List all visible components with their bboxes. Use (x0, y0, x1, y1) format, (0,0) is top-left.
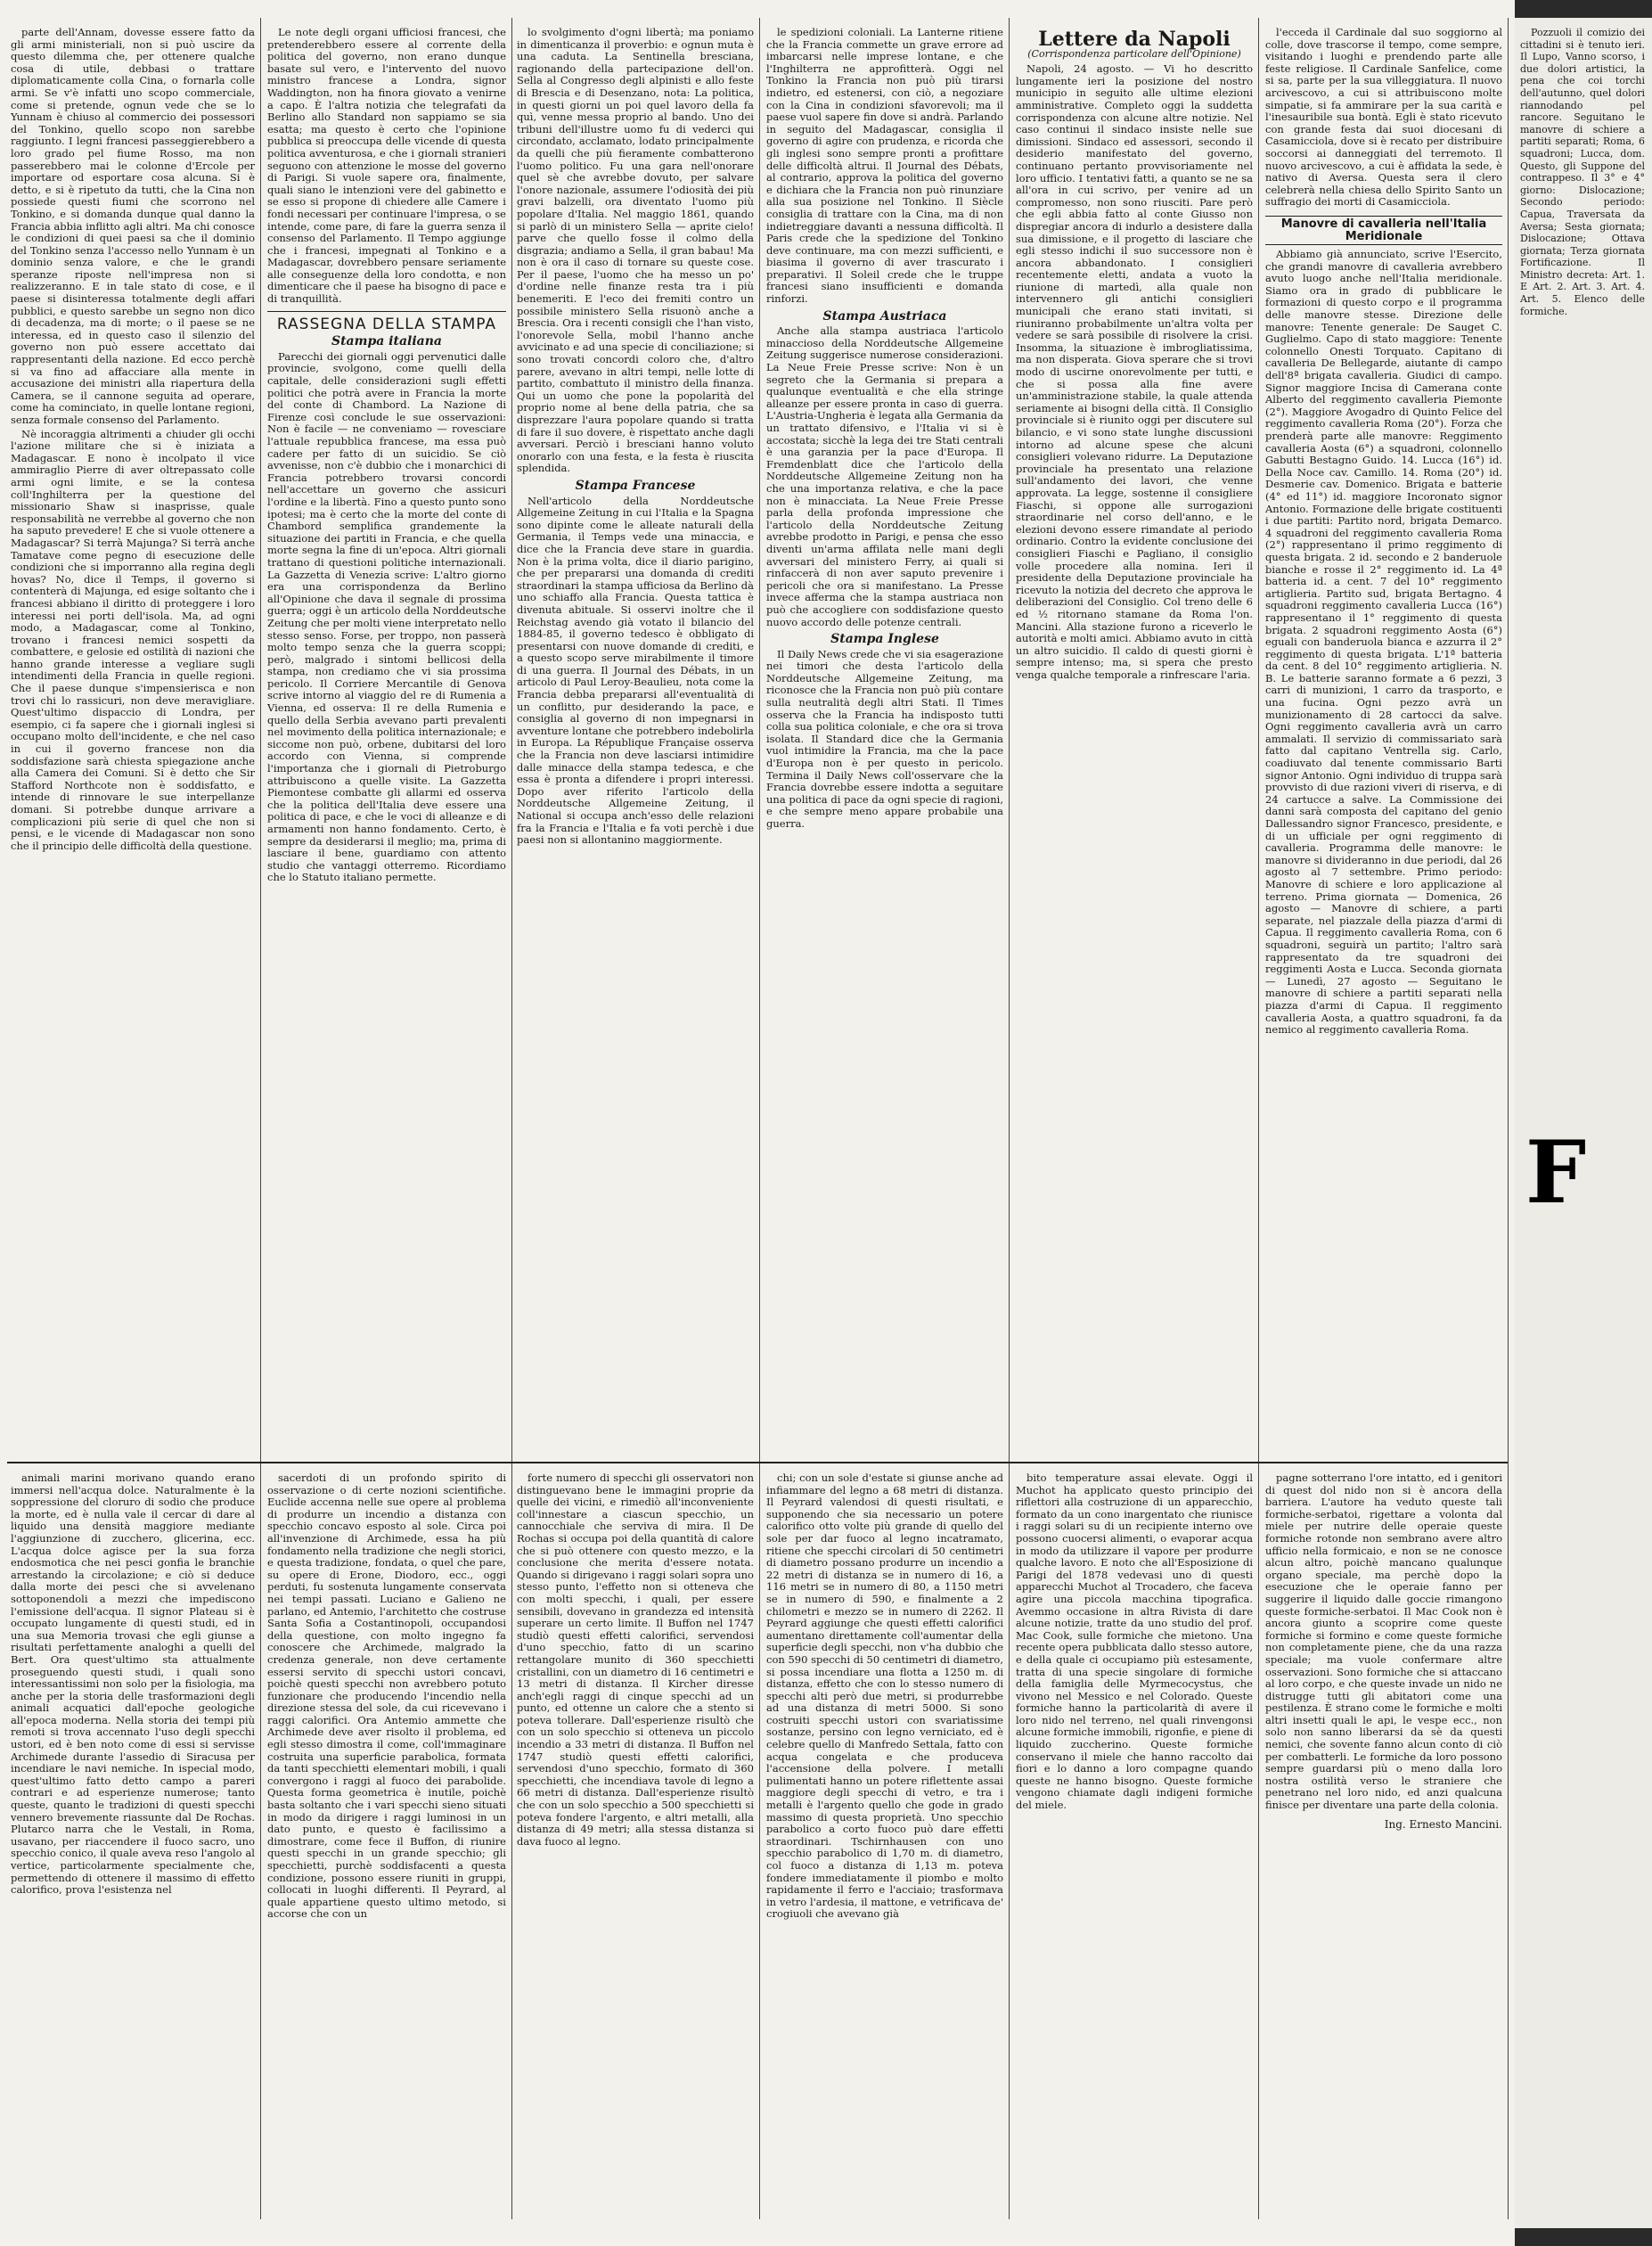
article-text: Le note degli organi ufficiosi francesi, che pretenderebbero essere al corrente della politica del governo, non erano dunque basate sul vero, e l'intervento del nuovo ministro francese a Londra, signor Waddington, non ha finora giovato a venirne a capo. È l'altra notizia che telegrafati da Berlino allo Standard non sappiamo se sia esatta; ma questo è certo che l'opinione pubblica si preoccupa delle vicende di questa politica avventurosa, e che i giornali stranieri seguono con attenzione le mosse del governo di Parigi. Si vuole sapere ora, finalmente, quali siano le intenzioni vere del gabinetto e se esso si propone di chiedere alle Camere i fondi necessari per continuare l'impresa, o se intende, come pare, di fare la guerra senza il consenso del Parlamento. Il Tempo aggiunge che i francesi, impegnati al Tonkino e a Madagascar, dovrebbero pensare seriamente alle conseguenze della loro condotta, e non dimenticare che il paese ha bisogno di pace e di tranquillità. (267, 27, 506, 306)
heading-rule (267, 311, 506, 312)
article-text: l'ecceda il Cardinale dal suo soggiorno al colle, dove trascorse il tempo, come sempre, visitando i luoghi e prendendo parte alle feste religiose. Il Cardinale Sanfelice, come si sa, parte per la sua villeggiatura. Il nuovo arcivescovo, a cui si attribuiscono molte simpatie, si fa ammirare per la sua carità e l'inesauribile sua bontà. Egli è stato ricevuto con grande festa dai suoi diocesani di Casamicciola, dove si è recato per distribuire soccorsi ai danneggiati del terremoto. Il nuovo arcivescovo, a cui è affidata la sede, è nativo di Aversa. Questa sera il clero celebrerà nella chiesa dello Spirito Santo un suffragio dei morti di Casamicciola. (1265, 27, 1502, 209)
article-text: Nè incoraggia altrimenti a chiuder gli occhi l'azione militare che si è iniziata a Madagascar. E nono è incolpato il vice ammiraglio Pierre di aver oltrepassato colle armi ogni limite, e se la contesa coll'Inghilterra per la questione del missionario Shaw si inasprisse, quale responsabilità ne verrebbe al governo che non ha saputo prevedere! E che si vuole ottenere a Madagascar? Si terrà Majunga? Si terrà anche Tamatave come pegno di esecuzione delle condizioni che si imporranno alla regina degli hovas? No, dice il Temps, il governo si contenterà di Majunga, ed esige soltanto che i francesi abbiano il diritto di proteggere i loro interessi nei porti dell'isola. Ma, ad ogni modo, a Madagascar, come al Tonkino, trovano i francesi nemici sospetti da combattere, e gelosie ed ostilità di nazioni che hanno grande interesse a vegliare sugli intendimenti della Francia in quelle regioni. Che il paese dunque s'impensierisca e non trovi chi lo rassicuri, non deve meravigliare. Quest'ultimo dispaccio di Londra, per esempio, ci fa sapere che i giornali inglesi si occupano molto dell'incidente, e che nel caso in cui il governo francese non dia soddisfazione sarà chiesta spiegazione anche alla Camera dei Comuni. Si è detto che Sir Stafford Northcote non è soddisfatto, e intende di rinnovare le sue interpellanze domani. Si potrebbe dunque arrivare a complicazioni più serie di quel che non si pensi, e le vicende di Madagascar non sono che il principio delle difficoltà della questione. (11, 427, 255, 852)
top-column-3 (517, 27, 754, 1453)
author-signature: Ing. Ernesto Mancini. (1384, 1817, 1502, 1831)
article-text: Napoli, 24 agosto. — Vi ho descritto lungamente ieri la posizione del nostro municipio in seguito alle ultime elezioni amministrative. Completo oggi la suddetta corrispondenza con alcune altre notizie. Nel caso continui il sindaco insiste nelle sue dimissioni. Sindaco ed assessori, secondo il desiderio manifestato del governo, continuano pertanto provvisoriamente nel loro ufficio. I tentativi fatti, a quanto se ne sa all'ora in cui scrivo, per venire ad un compromesso, non sono riusciti. Pare però che egli abbia fatto al conte Giusso non dispregiar ancora di indurlo a desistere dalla sua dimissione, e il progetto di lasciare che egli stesso indichi il suo successore non è ancora abbandonato. I consiglieri recentemente eletti, andata a vuoto la riunione di martedì, alla quale non intervennero gli antichi consiglieri municipali che erano stati invitati, si riuniranno probabilmente un'altra volta per vedere se sarà possibile di risolvere la crisi. Insomma, la situazione è imbrogliatissima, ma non disperata. Giova sperare che si trovi modo di uscirne onorevolmente per tutti, e che si possa alla fine avere un'amministrazione stabile, la quale attenda seriamente ai bisogni della città. Il Consiglio provinciale si è riunito oggi per discutere sul bilancio, e vi sono state lunghe discussioni intorno ad alcune spese che alcuni consiglieri volevano ridurre. La Deputazione provinciale ha presentato una relazione sull'andamento dei lavori, che venne approvata. La legge, sostenne il consigliere Fiaschi, si oppone alle surrogazioni straordinarie nel corso dell'anno, e le elezioni devono essere rimandate al periodo ordinario. Contro la evidente conclusione dei consiglieri Fiaschi e Pagliano, il consiglio volle procedere alla nomina. Ieri il presidente della Deputazione provinciale ha ricevuto la notizia del decreto che approva le deliberazioni del Consiglio. Col treno delle 6 ed ½ ritornano stamane da Roma l'on. Mancini. Alla stazione furono a riceverlo le autorità e molti amici. Abbiamo avuto in città un altro suicidio. Il caldo di questi giorni è sempre intenso; ma, si spera che presto venga qualche temporale a rinfrescare l'aria. (1016, 62, 1253, 681)
stampa-inglese-heading: Stampa Inglese (830, 632, 939, 647)
stampa-austriaca-heading: Stampa Austriaca (822, 308, 947, 324)
article-text: Il Daily News crede che vi sia esagerazione nei timori che desta l'articolo della Norddeutsche Allgemeine Zeitung, ma riconosce che la Francia non può più contare sulla neutralità degli altri Stati. Il Times osserva che la Francia ha indisposto tutti colla sua politica coloniale, e che ora si trova isolata. Il Standard dice che la Germania vuol intimidire la Francia, ma che la pace d'Europa non è per questo in pericolo. Termina il Daily News coll'osservare che la Francia dovrebbe essere indotta a seguitare una politica di pace da ogni specie di ragioni, e che sempre meno appare probabile una guerra. (766, 647, 1003, 830)
sliver-drop-letter: F (1525, 1122, 1587, 1223)
bottom-column-6 (1265, 1472, 1502, 2221)
article-text: Nell'articolo della Norddeutsche Allgemeine Zeitung in cui l'Italia e la Spagna sono dipinte come le alleate naturali della Germania, il Temps vede una minaccia, e dice che la Francia deve stare in guardia. Non è la prima volta, dice il diario parigino, che per prepararsi una domanda di crediti straordinari la stampa ufficiosa da Berlino dà uno schiaffo alla Francia. Questa tattica è divenuta abituale. Si osservi inoltre che il Reichstag avendo già votato il bilancio del 1884-85, il governo tedesco è obbligato di presentarsi con nuove domande di crediti, e a questo scopo serve mirabilmente il timore di una guerra. Il Journal des Débats, in un articolo di Paul Leroy-Beaulieu, nota come la Francia debba prepararsi all'eventualità di un conflitto, pur desiderando la pace, e consiglia al governo di non impegnarsi in avventure lontane che potrebbero indebolirla in Europa. La République Française osserva che la Francia non deve lasciarsi intimidire dalle minacce della stampa tedesca, e che essa è pronta a difendere i propri interessi. Dopo aver riferito l'articolo della Norddeutsche Allgemeine Zeitung, il National si occupa anch'esso delle relazioni fra la Francia e l'Italia e fa voti perchè i due paesi non si allontanino maggiormente. (517, 494, 754, 847)
article-text: le spedizioni coloniali. La Lanterne ritiene che la Francia commette un grave errore ad imbarcarsi nelle imprese lontane, e che l'Inghilterra ne approfitterà. Oggi nel Tonkino la Francia non può più tirarsi indietro, ed estenersi, con ciò, a negoziare con la Cina in condizioni sfavorevoli; ma il paese vuol sapere fin dove si andrà. Parlando in seguito del Madagascar, consiglia il governo di agire con prudenza, e ricorda che gli inglesi sono sempre pronti a profittare delle difficoltà altrui. Il Journal des Débats, al contrario, approva la politica del governo e dichiara che la Francia non può rinunziare alla sua posizione nel Tonkino. Il Siècle consiglia di trattare con la Cina, ma di non indietreggiare davanti a nessuna difficoltà. Il Paris crede che la spedizione del Tonkino deve continuare, ma con mezzi sufficienti, e biasima il governo di aver trascurato i preparativi. Il Soleil crede che le truppe francesi siano insufficienti e domanda rinforzi. (766, 27, 1003, 306)
sliver-paragraph: Pozzuoli il comizio dei cittadini si è tenuto ieri. Il Lupo, Vanno scorso, i due dolori artistici, la pena che coi torchi dell'autunno, quel dolori riannodando pel rancore. Seguitano le manovre di schiere a partiti separati; Roma, 6 squadroni; Lucca, dom. Questo, gli Suppone del contrappeso. Il 3° e 4° giorno: Dislocazione; Secondo periodo: Capua, Traversata da Aversa; Sesta giornata; Dislocazione; Ottava giornata; Terza giornata Fortificazione. Il Ministro decreta: Art. 1. E Art. 2. Art. 3. Art. 4. Art. 5. Elenco delle formiche. (1520, 27, 1645, 317)
top-column-2 (267, 27, 506, 1453)
manovre-cavalleria-heading: Manovre di cavalleria nell'Italia Meridionale (1265, 216, 1502, 245)
article-text: Abbiamo già annunciato, scrive l'Esercito, che grandi manovre di cavalleria avrebbero avuto luogo anche nell'Italia meridionale. Siamo ora in grado di pubblicare le formazioni di questo corpo e il programma delle manovre stesse. Direzione delle manovre: Tenente generale: De Sauget C. Guglielmo. Capo di stato maggiore: Tenente colonnello Onesti Torquato. Capitano di cavalleria De Bellegarde, aiutante di campo dell'8ª brigata cavalleria. Giudici di campo. Signor maggiore Incisa di Camerana conte Alberto del reggimento cavalleria Piemonte (2°). Maggiore Avogadro di Quinto Felice del reggimento cavalleria Roma (20°). Forza che prenderà parte alle manovre: Reggimento cavalleria Aosta (6°) a squadroni, colonnello Gabutti Bestagno Guido. 14. Lucca (16°) id. Della Noce cav. Camillo. 14. Roma (20°) id. Desmerie cav. Domenico. Brigata e batterie (4° ed 11°) id. maggiore Incoronato signor Antonio. Formazione delle brigate costituenti i due partiti: Partito nord, brigata Demarco. 4 squadroni del reggimento cavalleria Roma (2°) rappresentano il primo reggimento di questa brigata. 2 id. secondo e 2 banderuole bianche e rosse il 2° reggimento id. La 4ª batteria id. a cent. 7 del 10° reggimento artiglieria. Partito sud, brigata Bertagno. 4 squadroni reggimento cavalleria Lucca (16°) rappresentano il 1° reggimento di questa brigata. 2 squadroni reggimento Aosta (6°) eguali con banderuola bianca e azzurra il 2° reggimento di questa brigata. L'1ª batteria da cent. 8 del 10° reggimento artiglieria. N. B. Le batterie saranno formate a 6 pezzi, 3 carri di munizioni, 1 carro da trasporto, e una fucina. Ogni pezzo avrà un munizionamento di 28 cartocci da salve. Ogni reggimento cavalleria avrà un carro ammalati. Il servizio di commissariato sarà fatto dal capitano Ventrella sig. Carlo, coadiuvato dal tenente commissario Barti signor Antonio. Ogni individuo di truppa sarà provvisto di due razioni viveri di riserva, e di 24 cartucce a salve. La Commissione dei danni sarà composta del capitano del genio Dallessandro signor Francesco, presidente, e di un ufficiale per ogni reggimento di cavalleria. Programma delle manovre: le manovre si divideranno in due periodi, dal 26 agosto al 7 settembre. Primo periodo: Manovre di schiere e loro applicazione al terreno. Prima giornata — Domenica, 26 agosto — Manovre di schiere, a parti separate, nel piazzale della piazza d'armi di Capua. Il reggimento cavalleria Roma, con 6 squadroni, seguirà un partito; l'altro sarà rappresentato da tre squadroni dei reggimenti Aosta e Lucca. Seconda giornata — Lunedì, 27 agosto — Seguitano le manovre di schiere a partiti separati nella piazza d'armi di Capua. Il reggimento cavalleria Aosta, a quattro squadroni, fa da nemico al reggimento cavalleria Roma. (1265, 248, 1502, 1037)
top-column-5 (1016, 27, 1253, 1453)
stampa-francese-heading: Stampa Francese (575, 478, 696, 493)
column-rule (1508, 18, 1509, 2219)
article-text: parte dell'Annam, dovesse essere fatto da gli armi ministeriali, non si può uscire da questo dilemma che, per ottenere qualche cosa di utile, debbasi o trattare diplomaticamente colla Cina, o fornarla colle armi. Se v'è infatti uno scopo commerciale, come si pretende, ognun vede che se lo Yunnam è chiuso al commercio dei possessori del Tonkino, quello scopo non sarebbe raggiunto. I legni francesi passeggierebbero a loro grado pel fiume Rosso, ma non passerebbero mai le colonne d'Ercole per importare od esportare cosa alcuna. Si è detto, e si è ripetuto da tutti, che la Cina non possiede questi fiumi che scorrono nel Tonkino, e si domanda dunque qual danno la Francia abbia inflitto agli altri. Ma chi conosce le condizioni di quei paesi sa che il dominio del Tonkino senza l'accesso nello Yunnam è un dominio senza valore, e che le grandi speranze riposte nell'impresa non si realizzeranno. E in tale stato di cose, e il paese si disinteressa totalmente degli affari pubblici, e questo sarebbe un segno non dico di decadenza, ma di morte; o il paese se ne interessa, ed in questo caso il silenzio del governo non può essere accettato dai rappresentanti della nazione. Ed ecco perchè si va fino ad affacciare alla mente in accusazione dei ministri alla riapertura della Camera, se il cannone seguita ad operare, come ha cominciato, in quelle lontane regioni, senza formale consenso del Parlamento. (11, 27, 255, 426)
column-rule (260, 18, 261, 2219)
feature-text: forte numero di specchi gli osservatori non distinguevano bene le immagini proprie da quelle dei vicini, e rimediò all'inconveniente coll'innestare a ciascun specchio, un cannocchiale che serviva di mira. Il De Rochas si occupa poi della quantità di calore che si può ottenere con questo mezzo, e la conclusione che merita d'essere notata. Quando si dirigevano i raggi solari sopra uno stesso punto, l'effetto non si otteneva che con molti specchi, i quali, per essere sensibili, dovevano in grandezza ed intensità superare un certo limite. Il Buffon nel 1747 studiò questi effetti calorifici, servendosi d'uno specchio, fatto di un scarino rettangolare munito di 360 specchietti cristallini, con un diametro di 16 centimetri e 13 metri di distanza. Il Kircher diresse anch'egli raggi di cinque specchi ad un punto, ed ottenne un calore che a stento si poteva tollerare. Dall'esperienze risultò che con un solo specchio si otteneva un piccolo incendio a 33 metri di distanza. Il Buffon nel 1747 studiò questi effetti calorifici, servendosi d'uno specchio, formato di 360 specchietti, che incendiava tavole di legno a 66 metri di distanza. Dall'esperienze risultò che con un solo specchio a 500 specchietti si poteva fondere l'argento, e altri metalli, alla distanza di 49 metri; alla stessa distanza si dava fuoco al legno. (517, 1472, 754, 1848)
sliver-text (1520, 27, 1645, 1123)
rassegna-heading: RASSEGNA DELLA STAMPA (276, 315, 497, 333)
byline: (Corrispondenza particolare dell'Opinione) (1027, 47, 1241, 60)
top-column-4 (766, 27, 1003, 1453)
column-rule (759, 18, 760, 2219)
top-column-6 (1265, 27, 1502, 1453)
column-rule (1258, 18, 1259, 2219)
article-text: lo svolgimento d'ogni libertà; ma poniamo in dimenticanza il proverbio: e ognun muta è una caduta. La Sentinella bresciana, ragionando della partecipazione dell'on. Sella al Congresso degli alpinisti e allo feste di Brescia e di Desenzano, nota: La politica, in questi giorni un poi quel lavoro della fa quì, venne messa proprio al bando. Uno dei tribuni dell'illustre uomo fu di vederci qui circondato, acclamato, lodato principalmente da quelli che più fieramente combatterono l'uomo politico. Fu una gara nell'onorare quel sè che avrebbe dovuto, per salvare l'onore nazionale, assumere l'odiosità dei più gravi balzelli, ora diventato l'uomo più popolare d'Italia. Nel maggio 1861, quando si parlò di un ministero Sella — aprite cielo! parve che quello fosse il colmo della disgrazia; andiamo a Sella, il gran babau! Ma non è ora il caso di tornare su queste cose. Per il paese, l'uomo che ha messo un po' d'ordine nelle finanze resta tra i più benemeriti. E l'eco dei fremiti contro un possibile ministero Sella risuonò anche a Brescia. Ora i recenti consigli che l'han visto, l'onorevole Sella, mobil l'hanno anche avvicinato e ad una specie di conciliazione; si sono trovati concordi coloro che, d'altro parere, avevano in altri tempi, nelle lotte di partito, combattuto il ministro della finanza. Qui un uomo che pone la popolarità del proprio nome al bene della patria, che sa disprezzare l'aura popolare quando si tratta di fare il suo dovere, è rispettato anche dagli avversari. Perciò i bresciani hanno voluto onorarlo con una festa, e la festa è riuscita splendida. (517, 27, 754, 475)
feature-text: sacerdoti di un profondo spirito di osservazione o di certe nozioni scientifiche. Euclide accenna nelle sue opere al problema di produrre un incendio a distanza con specchio concavo esposto al sole. Circa poi all'invenzione di Archimede, essa ha più fondamento nella tradizione che negli storici, e questa tradizione, fondata, o quel che pare, su opere di Erone, Diodoro, ecc., oggi perduti, fu sostenuta lungamente conservata nei tempi passati. Luciano e Galieno ne parlano, ed Antemio, l'architetto che costruse Santa Sofia a Costantinopoli, occupandosi della questione, con molto ingegno fa conoscere che Archimede, malgrado la credenza generale, non deve certamente essersi servito di specchi ustori concavi, poichè questi specchi non avrebbero potuto funzionare che producendo l'incendio nella direzione stessa del sole, da cui ricevevano i raggi calorifici. Ora Antemio ammette che Archimede deve aver risolto il problema, ed egli stesso dimostra il come, coll'immaginare costruita una superficie parabolica, formata da tanti specchietti elementari mobili, i quali convergono i raggi al fuoco dei parabolide. Questa forma geometrica è inutile, poichè basta soltanto che i vari specchi sieno situati in modo da dirigere i raggi luminosi in un dato punto, e questo è facilissimo a dimostrare, come fece il Buffon, di riunire questi specchi in un grande specchio; gli specchietti, purchè soddisfacenti a questa condizione, possono essere riuniti in gruppi, collocati in luoghi differenti. Il Peyrard, al quale appartiene questo ultimo metodo, si accorse che con un (267, 1472, 506, 1921)
bottom-column-5 (1016, 1472, 1253, 2221)
bottom-column-3 (517, 1472, 754, 2221)
column-rule (511, 18, 512, 2219)
feature-text: bito temperature assai elevate. Oggi il Muchot ha applicato questo principio dei riflettori alla costruzione di un apparecchio, formato da un cono inargentato che riunisce i raggi solari su di un recipiente interno ove possono cuocersi alimenti, o evaporar acqua in modo da utilizzare il vapore per produrre qualche lavoro. E noto che all'Esposizione di Parigi del 1878 vedevasi uno di questi apparecchi Muchot al Trocadero, che faceva agire una piccola macchina tipografica. Avemmo occasione in altra Rivista di dare alcune notizie, tratte da uno studio del prof. Mac Cook, sulle formiche che mietono. Una recente opera pubblicata dallo stesso autore, e della quale ci occupiamo più estesamente, tratta di una specie singolare di formiche della famiglia delle Myrmecocystus, che vivono nel Messico e nel Colorado. Queste formiche hanno la particolarità di avere il loro nido nel terreno, nel quali rinvengonsi alcune formiche immobili, rigonfie, e piene di liquido zuccherino. Queste formiche conservano il miele che hanno raccolto dai fiori e lo danno a loro compagne quando queste ne hanno bisogno. Queste formiche vengono chiamate dagli indigeni formiche del miele. (1016, 1472, 1253, 1812)
adjacent-page-sliver (1515, 18, 1652, 2228)
article-text: Anche alla stampa austriaca l'articolo minaccioso della Norddeutsche Allgemeine Zeitung suggerisce numerose considerazioni. La Neue Freie Presse scrive: Non è un segreto che la Germania si prepara a qualunque eventualità e che ella stringe alleanze per essere pronta in caso di guerra. L'Austria-Ungheria è legata alla Germania da un trattato difensivo, e l'Italia vi si è accostata; sicchè la lega dei tre Stati centrali è una garanzia per la pace d'Europa. Il Fremdenblatt dice che l'articolo della Norddeutsche Allgemeine Zeitung non ha che una importanza relativa, e che la pace non è minacciata. La Neue Freie Presse parla della profonda impressione che l'articolo della Norddeutsche Zeitung avrebbe prodotto in Parigi, e pensa che esso diventi un'arma affilata nelle mani degli avversari del ministero Ferry, ai quali si rinfaccerà di non aver saputo prevenire i pericoli che ora si manifestano. La Presse invece afferma che la stampa austriaca non può che accogliere con soddisfazione questo nuovo accordo delle potenze centrali. (766, 324, 1003, 628)
bottom-column-4 (766, 1472, 1003, 2221)
bottom-column-2 (267, 1472, 506, 2221)
top-column-1 (11, 27, 255, 1453)
stampa-italiana-heading: Stampa italiana (331, 334, 442, 349)
bottom-column-1 (11, 1472, 255, 2221)
feature-text: animali marini morivano quando erano immersi nell'acqua dolce. Naturalmente è la soppressione del cloruro di sodio che produce la morte, ed è nulla vale il cercar di dare al liquido una densità maggiore mediante l'aggiunzione di zucchero, glicerina, ecc. L'acqua dolce agisce per la sua forza endosmotica che nei pesci gonfia le branchie arrestando la circolazione; e ciò si deduce dalla morte dei pesci che si avvelenano sottoponendoli a mezzi che impediscono l'emissione dell'acqua. Il signor Plateau si è occupato lungamente di questi studi, ed in una sua Memoria trovasi che egli giunse a risultati perfettamente analoghi a quelli del Bert. Ora quest'ultimo sta attualmente proseguendo questi studi, i quali sono interessantissimi non solo per la fisiologia, ma anche per la storia delle trasformazioni degli animali acquatici dall'epoche geologiche all'epoca moderna. Nella storia dei tempi più remoti si trova accennato l'uso degli specchi ustori, ed è ben noto come di essi si servisse Archimede durante l'assedio di Siracusa per incendiare le navi nemiche. In ispecial modo, quest'ultimo fatto detto campo a pareri contrari e ad esperienze numerose; tanto queste, quanto le tradizioni di questi specchi vennero brevemente riassunte dal De Rochas. Plutarco narra che le Vestali, in Roma, usavano, per riaccendere il fuoco sacro, uno specchio conico, il quale aveva reso l'angolo al vertice, particolarmente specialmente che, permettendo di ottenere il massimo di effetto calorifico, prova l'esistenza nel (11, 1472, 255, 1897)
feature-text: pagne sotterrano l'ore intatto, ed i genitori di quest dol nido non si è ancora della barriera. L'autore ha veduto queste tali formiche-serbatoi, rigettare a volonta dal miele per nutrire delle operaie queste formiche rotonde non sembrano avere altro ufficio nella formicaio, e non se ne conosce alcun altro, poichè mancano qualunque organo speciale, ma perchè dopo la esecuzione che le operaie fanno per suggerire il liquido dalle goccie rimangono queste formiche-serbatoi. Il Mac Cook non è ancora giunto a scoprire come queste formiche si formino e come queste formiche non completamente piene, che da una razza speciale; ma vuole confermare altre osservazioni. Sono formiche che si attaccano al loro corpo, e che queste invade un nido ne distrugge tutti gli abitatori come una pestilenza. È strano come le formiche e molti altri insetti quali le api, le vespe ecc., non solo non sanno liberarsi da sè da questi nemici, che sovente fanno alcun conto di ciò per combatterli. Le formiche da loro possono sempre guardarsi più o meno dalla loro nostra ostilità verso le straniere che penetrano nel loro nido, ed anzi qualcuna finisce per diventare una parte della colonia. (1265, 1472, 1502, 1812)
feature-text: chi; con un sole d'estate si giunse anche ad infiammare del legno a 68 metri di distanza. Il Peyrard valendosi di questi risultati, e supponendo che sia necessario un potere calorifico otto volte più grande di quello del sole per dar fuoco al legno incatramato, ritiene che specchi circolari di 50 centimetri di diametro possano produrre un incendio a 22 metri di distanza se in numero di 16, a 116 metri se in numero di 80, a 1150 metri se in numero di 590, e finalmente a 2 chilometri e mezzo se in numero di 2262. Il Peyrard aggiunge che questi effetti calorifici aumentano direttamente coll'aumentar della superficie degli specchi, non v'ha dubbio che con 590 specchi di 50 centimetri di diametro, si possa incendiare una flotta a 1250 m. di distanza, effetto che con lo stesso numero di specchi alti però due metri, si produrrebbe ad una distanza di metri 5000. Si sono costruiti specchi ustori con svariatissime sostanze, persino con legno verniciato, ed è celebre quello di Manfredo Settala, fatto con acqua congelata e che produceva l'accensione della polvere. I metalli pulimentati hanno un potere riflettente assai maggiore degli specchi di vetro, e tra i metalli è l'argento quello che gode in grado massimo di questa proprietà. Uno specchio parabolico a corto fuoco può dare effetti straordinari. Tschirnhausen con uno specchio parabolico di 1,70 m. di diametro, col fuoco a distanza di 1,13 m. poteva fondere immediatamente il piombo e molto rapidamente il ferro e l'acciaio; trasformava in vetro l'ardesia, il mattone, e vetrificava de' crogiuoli che avevano già (766, 1472, 1003, 1921)
column-rule (1009, 18, 1010, 2219)
section-rule (7, 1462, 1508, 1463)
lettere-napoli-heading: Lettere da Napoli (1038, 28, 1231, 51)
article-text: Parecchi dei giornali oggi pervenutici dalle provincie, svolgono, come quelli della capitale, delle considerazioni sugli effetti politici che potrà avere in Francia la morte del conte di Chambord. La Nazione di Firenze così conclude le sue osservazioni: Non è facile — ne conveniamo — rovesciare l'attuale repubblica francese, ma essa può cadere per fatto di un suicidio. Se ciò avvenisse, non c'è dubbio che i monarchici di Francia potrebbero trovarsi concordi nell'accettare un governo che assicuri l'ordine e la libertà. Fino a questo punto sono ipotesi; ma è certo che la morte del conte di Chambord semplifica grandemente la situazione dei partiti in Francia, e che quella morte segna la fine di un'epoca. Altri giornali trattano di questioni politiche internazionali. La Gazzetta di Venezia scrive: L'altro giorno era una corrispondenza da Berlino all'Opinione che dava il segnale di prossima guerra; oggi è un articolo della Norddeutsche Zeitung che per molti viene interpretato nello stesso senso. Forse, per troppo, non passerà molto tempo senza che la guerra scoppi; però, malgrado i sintomi bellicosi della stampa, non crediamo che vi sia prossima pericolo. Il Corriere Mercantile di Genova scrive intorno al viaggio del re di Rumenia a Vienna, ed osserva: Il re della Rumenia e quello della Serbia avevano parti prevalenti nel movimento della politica internazionale; e siccome non può, orbene, dubitarsi del loro accordo con Vienna, si comprende l'importanza che i giornali di Pietroburgo attribuiscono a quelle visite. La Gazzetta Piemontese combatte gli allarmi ed osserva che la politica dell'Italia deve essere una politica di pace, e che le voci di alleanze e di armamenti non hanno fondamento. Certo, è sempre da desiderarsi il meglio; ma, prima di lasciare il bene, guardiamo con attento studio che vantaggi otterremo. Ricordiamo che lo Statuto italiano permette. (267, 349, 506, 884)
